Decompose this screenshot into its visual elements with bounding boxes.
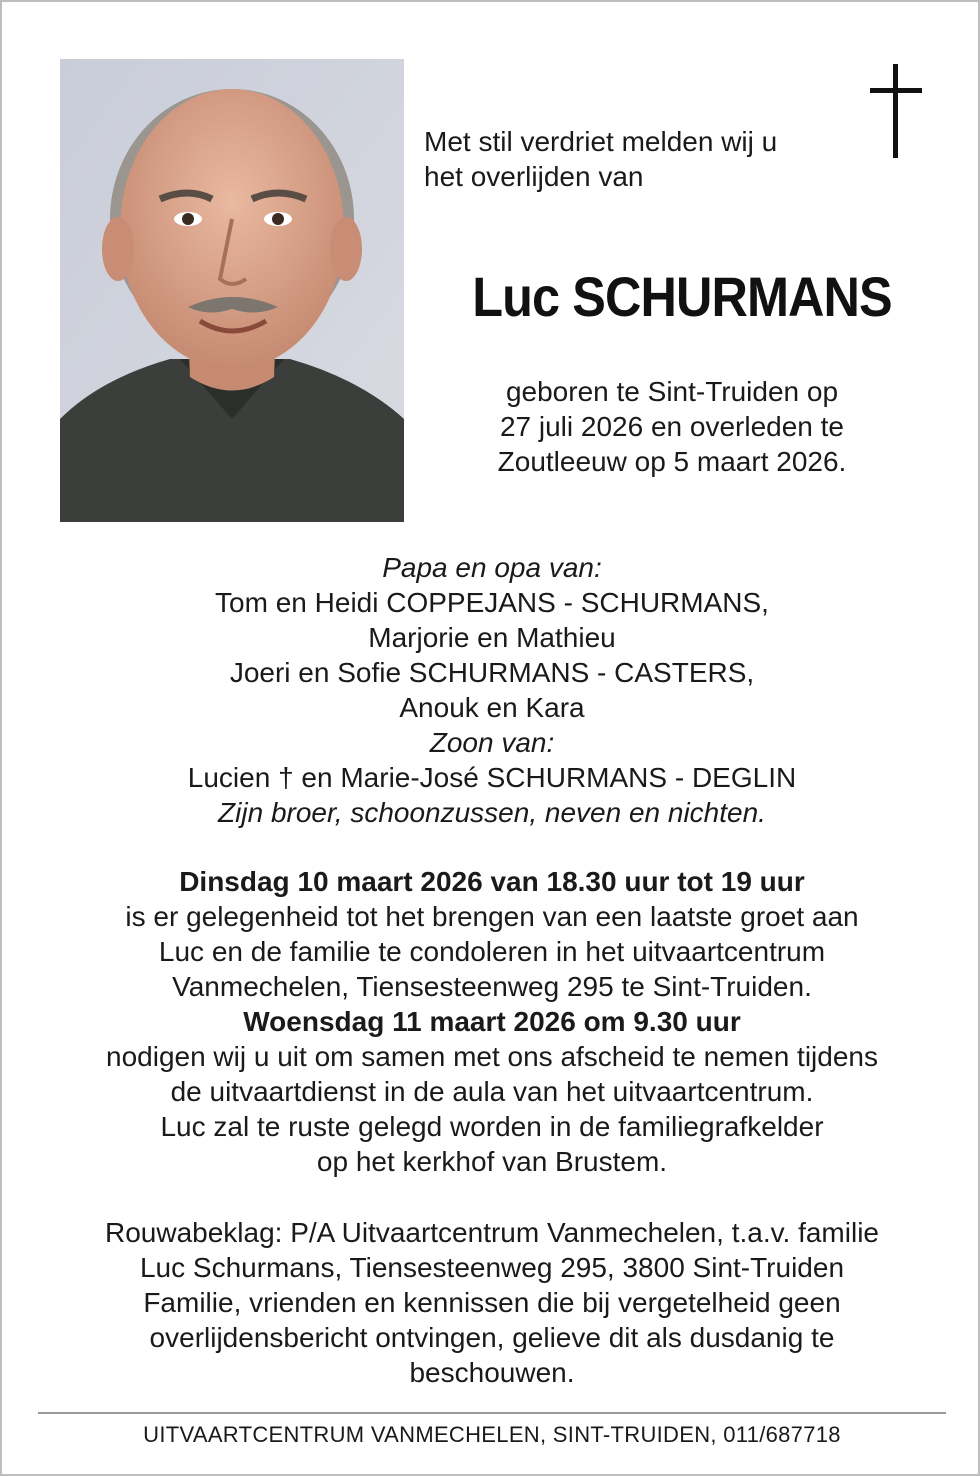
service-line: nodigen wij u uit om samen met ons afscheid te nemen tijdens bbox=[106, 1041, 878, 1072]
deceased-name: Luc SCHURMANS bbox=[472, 265, 892, 328]
condolence-line: Rouwabeklag: P/A Uitvaartcentrum Vanmechelen, t.a.v. familie bbox=[105, 1217, 879, 1248]
visitation-date: Dinsdag 10 maart 2026 van 18.30 uur tot 19 uur bbox=[179, 866, 805, 897]
condolence-line: Familie, vrienden en kennissen die bij vergetelheid geen bbox=[143, 1287, 841, 1318]
birth-line: geboren te Sint-Truiden op bbox=[505, 376, 839, 407]
child-line: Tom en Heidi COPPEJANS - SCHURMANS, bbox=[215, 587, 769, 618]
footer-divider bbox=[38, 1412, 946, 1414]
visitation-line: Vanmechelen, Tiensesteenweg 295 te Sint-Truiden. bbox=[172, 971, 812, 1002]
condolence-line: Luc Schurmans, Tiensesteenweg 295, 3800 Sint-Truiden bbox=[139, 1252, 845, 1283]
condolence-line: beschouwen. bbox=[409, 1357, 575, 1388]
condolence-line: overlijdensbericht ontvingen, gelieve dit als dusdanig te bbox=[149, 1322, 835, 1353]
zoon-heading: Zoon van: bbox=[429, 727, 555, 758]
child-line: Anouk en Kara bbox=[399, 692, 585, 723]
service-date: Woensdag 11 maart 2026 om 9.30 uur bbox=[243, 1006, 741, 1037]
papa-heading: Papa en opa van: bbox=[382, 552, 602, 583]
birth-line: Zoutleeuw op 5 maart 2026. bbox=[497, 446, 847, 477]
intro-line: het overlijden van bbox=[424, 161, 644, 192]
latin-cross-icon bbox=[866, 62, 926, 162]
parents-line: Lucien † en Marie-José SCHURMANS - DEGLIN bbox=[187, 762, 797, 793]
announcement-body bbox=[42, 550, 942, 1390]
intro-line: Met stil verdriet melden wij u bbox=[424, 126, 778, 157]
visitation-line: Luc en de familie te condoleren in het uitvaartcentrum bbox=[158, 936, 826, 967]
child-line: Marjorie en Mathieu bbox=[368, 622, 616, 653]
intro-text bbox=[424, 124, 864, 194]
relatives-line: Zijn broer, schoonzussen, neven en nichten. bbox=[218, 797, 766, 828]
portrait-photo bbox=[60, 59, 404, 522]
visitation-line: is er gelegenheid tot het brengen van een laatste groet aan bbox=[125, 901, 859, 932]
service-line: Luc zal te ruste gelegd worden in de familiegrafkelder bbox=[160, 1111, 824, 1142]
service-line: op het kerkhof van Brustem. bbox=[316, 1146, 668, 1177]
birth-line: 27 juli 2026 en overleden te bbox=[499, 411, 845, 442]
child-line: Joeri en Sofie SCHURMANS - CASTERS, bbox=[229, 657, 755, 688]
birth-death-text bbox=[442, 374, 902, 479]
service-line: de uitvaartdienst in de aula van het uitvaartcentrum. bbox=[170, 1076, 814, 1107]
funeral-home-footer: UITVAARTCENTRUM VANMECHELEN, SINT-TRUIDEN, 011/687718 bbox=[143, 1422, 841, 1447]
